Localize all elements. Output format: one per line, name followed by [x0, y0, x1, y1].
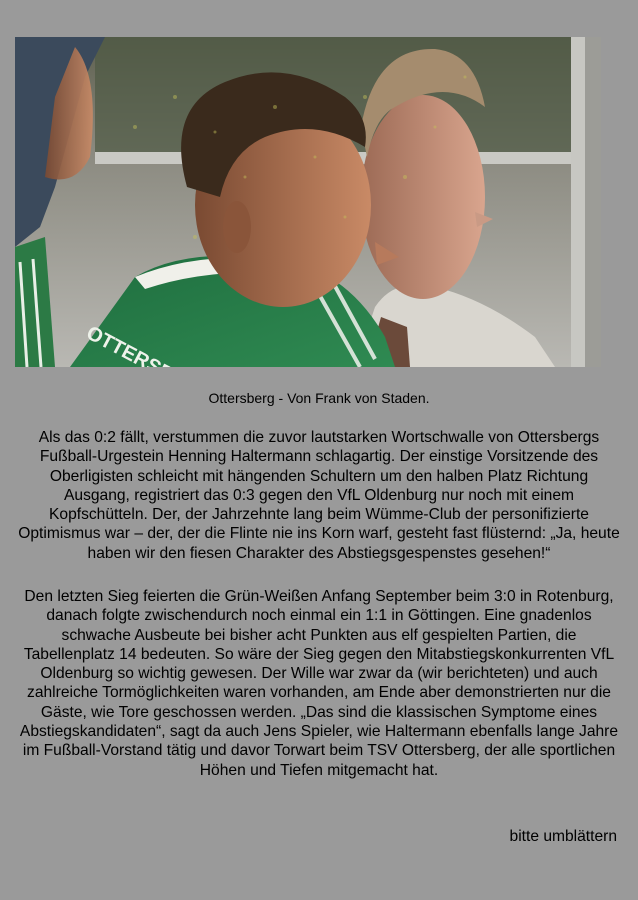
- article-byline: Ottersberg - Von Frank von Staden.: [208, 390, 430, 406]
- photo-two-men-profile-icon: [15, 37, 601, 367]
- continue-note: bitte umblättern: [509, 828, 617, 845]
- article-photo: [15, 37, 601, 367]
- article-paragraph-1: Als das 0:2 fällt, verstummen die zuvor lautstarken Wortschwalle von Ottersbergs Fußball-Urgestein Henning Haltermann schlagartig. Der einstige Vorsitzende des Oberligisten schleicht mit hängenden Schultern um den halben Platz Richtung Ausgang, registriert das 0:3 gegen den VfL Oldenburg nur noch mit einem Kopfschütteln. Der, der Jahrzehnte lang beim Wümme-Club der personifizierte Optimismus war – der, der die Flinte nie ins Korn warf, gesteht fast flüsternd: „Ja, heute haben wir den fiesen Charakter des Abstiegsgespenstes gesehen!“: [18, 429, 620, 562]
- article-paragraph-2: Den letzten Sieg feierten die Grün-Weißen Anfang September beim 3:0 in Rotenburg, danach folgte zwischendurch noch einmal ein 1:1 in Göttingen. Eine gnadenlos schwache Ausbeute bei bisher acht Punkten aus elf gespielten Partien, die Tabellenplatz 14 bedeuten. So wäre der Sieg gegen den Mitabstiegskonkurrenten VfL Oldenburg so wichtig gewesen. Der Wille war zwar da (wir berichteten) und auch zahlreiche Tormöglichkeiten waren vorhanden, am Ende aber demonstrierten nur die Gäste, wie Tore geschossen werden. „Das sind die klassischen Symptome eines Abstiegskandidaten“, sagt da auch Jens Spieler, wie Haltermann ebenfalls lange Jahre im Fußball-Vorstand tätig und davor Torwart beim TSV Ottersberg, der alle sportlichen Höhen und Tiefen mitgemacht hat.: [19, 588, 619, 779]
